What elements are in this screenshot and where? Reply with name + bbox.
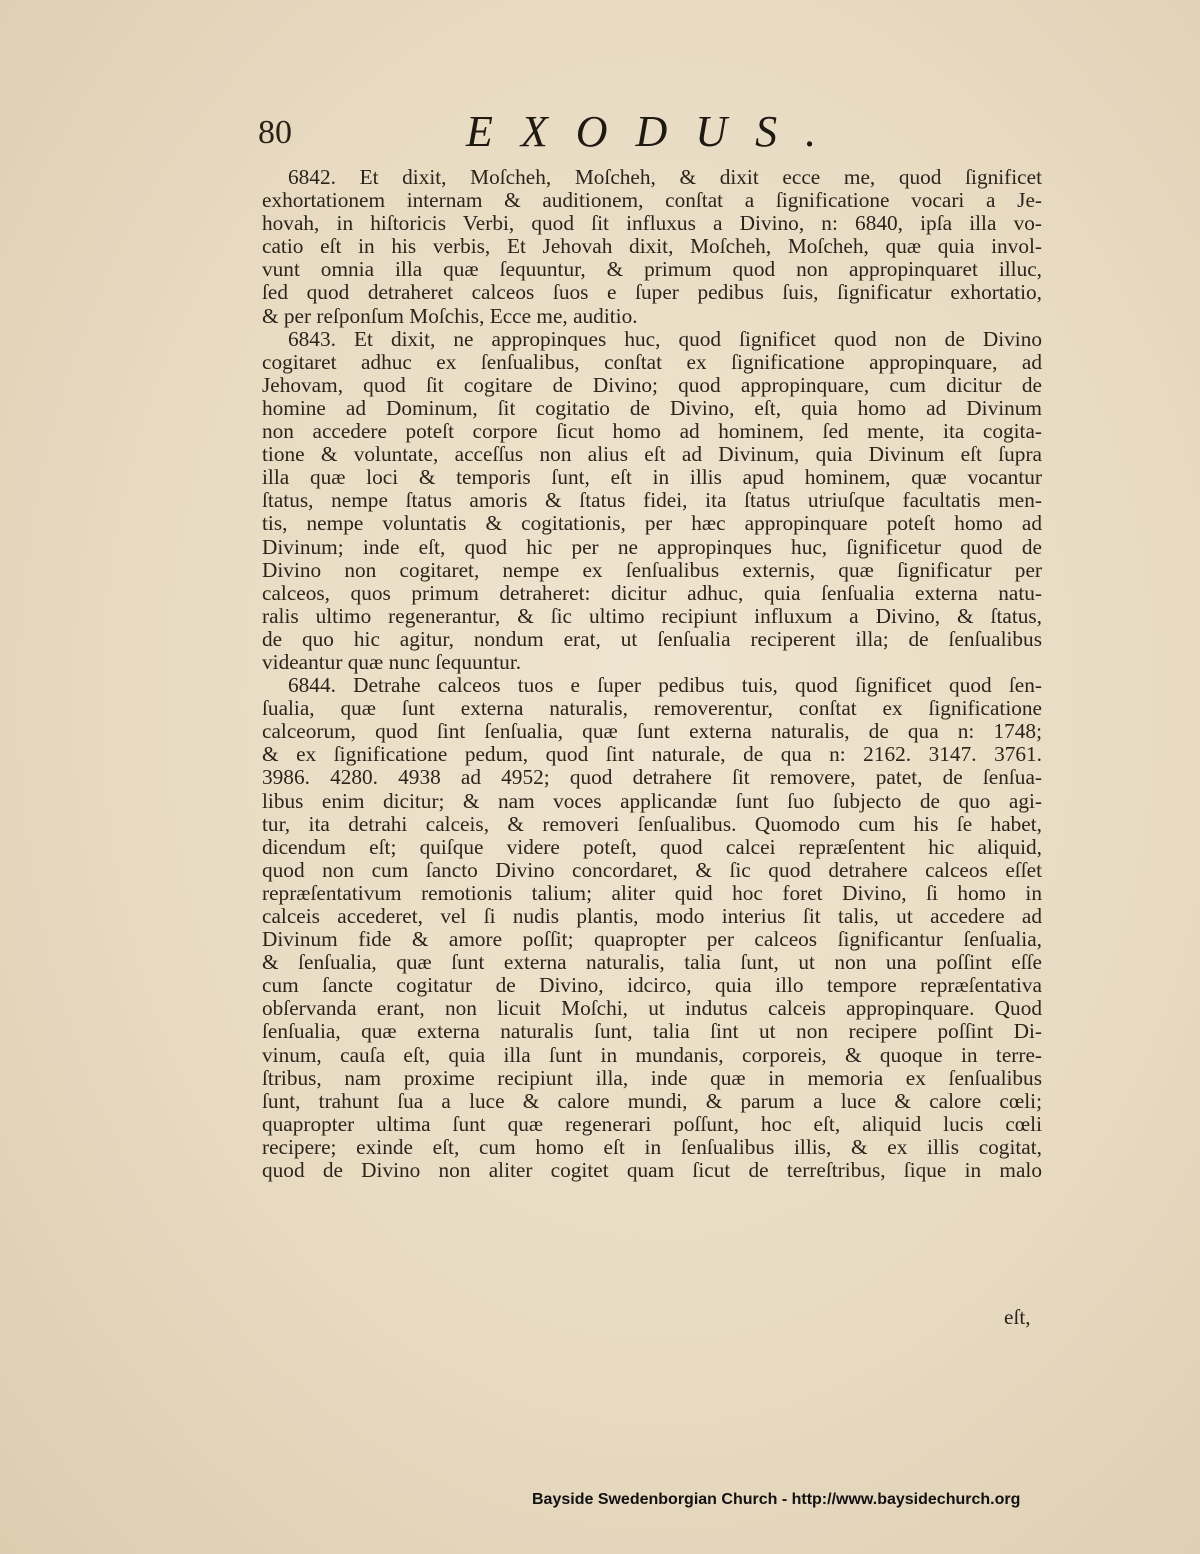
running-title: EXODUS. [466, 107, 845, 156]
text-line: calceos, quos primum detraheret: dicitur adhuc, quia ſenſualia externa natu- [262, 581, 1042, 605]
text-line: exhortationem internam & auditionem, conſtat a ſignificatione vocari a Je- [262, 189, 1042, 213]
text-line: calceis accederet, vel ſi nudis plantis, modo interius ſit talis, ut accedere ad [262, 905, 1042, 928]
text-line: cogitaret adhuc ex ſenſualibus, conſtat ex ſignificatione appropinquare, ad [262, 350, 1042, 374]
text-line: quod de Divino non aliter cogitet quam ſicut de terreſtribus, ſique in malo [262, 1159, 1042, 1183]
text-line: dicendum eſt; quiſque videre poteſt, quod calcei repræſentent hic aliquid, [262, 835, 1042, 859]
body-text [262, 166, 1042, 1182]
source-watermark: Bayside Swedenborgian Church - http://www.baysidechurch.org [532, 1491, 1021, 1508]
text-line: ſunt, trahunt ſua a luce & calore mundi, & parum a luce & calore cœli; [262, 1089, 1042, 1113]
text-line: 6844. Detrahe calceos tuos e ſuper pedibus tuis, quod ſignificet quod ſen- [288, 674, 1042, 698]
catchword: eſt, [1004, 1305, 1031, 1329]
text-line: & ex ſignificatione pedum, quod ſint naturale, de qua n: 2162. 3147. 3761. [262, 743, 1042, 767]
text-line: tis, nempe voluntatis & cogitationis, per hæc appropinquare poteſt homo ad [262, 512, 1042, 536]
text-line: recipere; exinde eſt, cum homo eſt in ſenſualibus illis, & ex illis cogitat, [262, 1135, 1042, 1159]
page-number: 80 [258, 114, 292, 151]
text-line: illa quæ loci & temporis ſunt, eſt in illis apud hominem, quæ vocantur [262, 466, 1042, 490]
text-line: ſualia, quæ ſunt externa naturalis, removerentur, conſtat ex ſignificatione [262, 697, 1042, 721]
text-line: ſenſualia, quæ externa naturalis ſunt, talia ſint ut non recipere poſſint Di- [262, 1020, 1042, 1044]
text-line: Divinum fide & amore poſſit; quapropter per calceos ſignificantur ſenſualia, [262, 928, 1042, 952]
text-line: de quo hic agitur, nondum erat, ut ſenſualia reciperent illa; de ſenſualibus [262, 627, 1042, 651]
text-line: homine ad Dominum, ſit cogitatio de Divino, eſt, quia homo ad Divinum [262, 396, 1042, 420]
text-line: cum ſancte cogitatur de Divino, idcirco, quia illo tempore repræſentativa [262, 974, 1042, 998]
text-line: Jehovam, quod ſit cogitare de Divino; quod appropinquare, cum dicitur de [262, 373, 1042, 397]
text-line: calceorum, quod ſint ſenſualia, quæ ſunt externa naturalis, de qua n: 1748; [262, 720, 1042, 744]
text-line: non accedere poteſt corpore ſicut homo ad hominem, ſed mente, ita cogita- [262, 420, 1042, 444]
page-header [258, 106, 1048, 162]
text-line: 6842. Et dixit, Moſcheh, Moſcheh, & dixit ecce me, quod ſignificet [288, 166, 1042, 189]
text-line: 3986. 4280. 4938 ad 4952; quod detrahere ſit removere, patet, de ſenſua- [262, 766, 1042, 790]
text-line: quod non cum ſancto Divino concordaret, & ſic quod detrahere calceos eſſet [262, 858, 1042, 882]
text-line: catio eſt in his verbis, Et Jehovah dixit, Moſcheh, Moſcheh, quæ quia invol- [262, 235, 1042, 259]
text-line: vunt omnia illa quæ ſequuntur, & primum quod non appropinquaret illuc, [262, 258, 1042, 282]
text-line: tione & voluntate, acceſſus non alius eſt ad Divinum, quia Divinum eſt ſupra [262, 443, 1042, 467]
text-line: & per reſponſum Moſchis, Ecce me, auditio. [262, 304, 638, 328]
text-line: ſtribus, nam proxime recipiunt illa, inde quæ in memoria ex ſenſualibus [262, 1066, 1042, 1090]
text-line: Divino non cogitaret, nempe ex ſenſualibus externis, quæ ſignificatur per [262, 558, 1042, 582]
text-line: videantur quæ nunc ſequuntur. [262, 650, 522, 674]
text-line: ſed quod detraheret calceos ſuos e ſuper pedibus ſuis, ſignificatur exhortatio, [262, 281, 1042, 305]
text-line: vinum, cauſa eſt, quia illa ſunt in mundanis, corporeis, & quoque in terre- [262, 1043, 1042, 1067]
text-line: tur, ita detrahi calceis, & removeri ſenſualibus. Quomodo cum his ſe habet, [262, 812, 1042, 836]
text-line: quapropter ultima ſunt quæ regenerari poſſunt, hoc eſt, aliquid lucis cœli [262, 1112, 1042, 1136]
text-line: hovah, in hiſtoricis Verbi, quod ſit influxus a Divino, n: 6840, ipſa illa vo- [262, 212, 1042, 236]
text-line: ralis ultimo regenerantur, & ſic ultimo recipiunt influxum a Divino, & ſtatus, [262, 604, 1042, 628]
text-line: obſervanda erant, non licuit Moſchi, ut indutus calceis appropinquare. Quod [262, 997, 1042, 1021]
text-line: 6843. Et dixit, ne appropinques huc, quod ſignificet quod non de Divino [288, 327, 1042, 351]
text-line: Divinum; inde eſt, quod hic per ne appropinques huc, ſignificetur quod de [262, 535, 1042, 559]
text-line: libus enim dicitur; & nam voces applicandæ ſunt ſuo ſubjecto de quo agi- [262, 789, 1042, 813]
text-line: repræſentativum remotionis talium; aliter quid hoc foret Divino, ſi homo in [262, 881, 1042, 905]
text-line: ſtatus, nempe ſtatus amoris & ſtatus fidei, ita ſtatus utriuſque facultatis men- [262, 489, 1042, 513]
text-line: & ſenſualia, quæ ſunt externa naturalis, talia ſunt, ut non una poſſint eſſe [262, 951, 1042, 975]
